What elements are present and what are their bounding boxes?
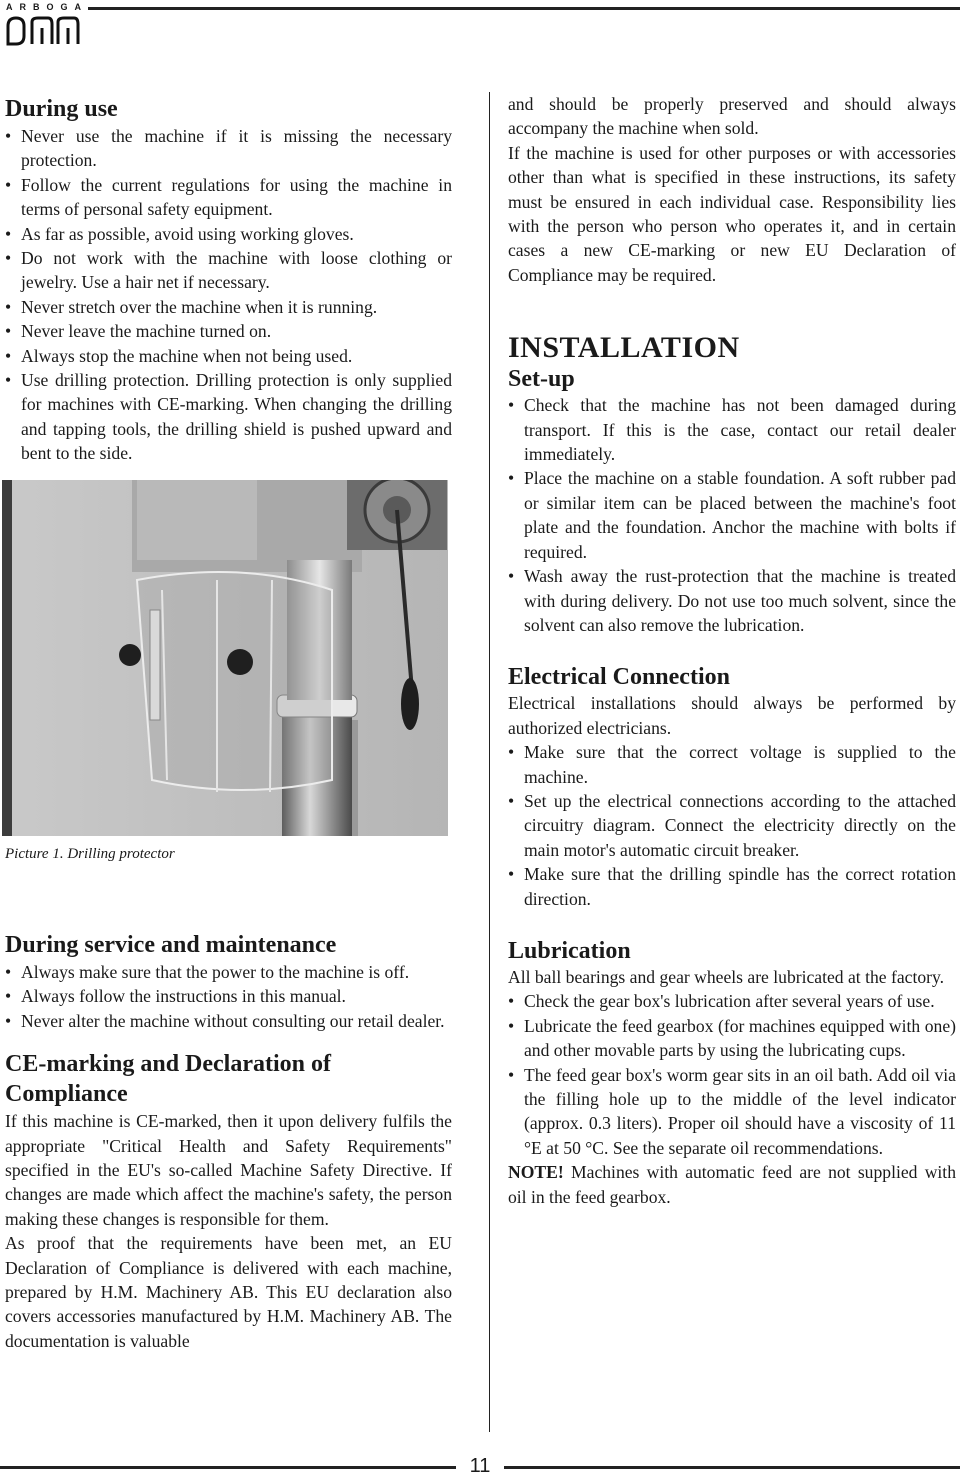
list-item: • The feed gear box's worm gear sits in an oil bath. Add oil via the filling hole up to the middle of the level indicator (approx. 0.3 liters). Proper oil should have a viscosity of 11 °E at 50 °C. See the separate oil recommendations.	[508, 1063, 956, 1161]
list-item: • Never alter the machine without consulting our retail dealer.	[5, 1009, 452, 1033]
section-during-use	[5, 94, 452, 466]
electrical-list	[508, 740, 956, 911]
list-item: • Do not work with the machine with loose clothing or jewelry. Use a hair net if necessary.	[5, 246, 452, 295]
setup-list	[508, 393, 956, 637]
heading-setup: Set-up	[508, 366, 575, 393]
paragraph: All ball bearings and gear wheels are lubricated at the factory.	[508, 966, 945, 987]
list-item: • Check the gear box's lubrication after several years of use.	[508, 989, 956, 1013]
picture-caption: Picture 1. Drilling protector	[5, 846, 175, 862]
header-rule	[88, 7, 960, 10]
list-item: • Always stop the machine when not being used.	[5, 344, 452, 368]
list-item: • Use drilling protection. Drilling protection is only supplied for machines with CE-marking. When changing the drilling and tapping tools, the drilling shield is pushed upward and bent to the side.	[5, 368, 452, 466]
list-item: • Always follow the instructions in this manual.	[5, 984, 452, 1008]
column-divider	[489, 92, 490, 1432]
brand-name: ARBOGA	[6, 2, 88, 12]
paragraph: Electrical installations should always be performed by authorized electricians.	[508, 693, 956, 738]
section-continuation	[508, 92, 956, 287]
left-column-lower	[5, 928, 452, 1353]
section-lubrication	[508, 937, 956, 1209]
note-text: Machines with automatic feed are not supplied with oil in the feed gearbox.	[508, 1162, 956, 1207]
drilling-protector-photo	[2, 480, 448, 836]
list-item: • Make sure that the drilling spindle has the correct rotation direction.	[508, 862, 956, 911]
heading-installation: INSTALLATION	[508, 331, 740, 365]
logo-mark-icon	[4, 14, 84, 48]
note-paragraph	[508, 1160, 956, 1209]
list-item: • Make sure that the correct voltage is supplied to the machine.	[508, 740, 956, 789]
paragraph: If the machine is used for other purposes or with accessories other than what is specified in these instructions, its safety must be ensured in each individual case. Responsibility lies with the person who person who operates it, and in certain cases a new CE-marking or new EU Declaration of Compliance may be required.	[508, 142, 956, 285]
left-column	[5, 92, 452, 466]
list-item: • Wash away the rust-protection that the machine is treated with during delivery. Do not use too much solvent, since the solvent can also remove the lubrication.	[508, 564, 956, 637]
list-item: • Lubricate the feed gearbox (for machines equipped with one) and other movable parts by using the lubricating cups.	[508, 1014, 956, 1063]
during-use-list	[5, 124, 452, 466]
note-label: NOTE!	[508, 1162, 564, 1183]
section-electrical	[508, 663, 956, 911]
heading-electrical: Electrical Connection	[508, 664, 730, 691]
list-item: • Check that the machine has not been damaged during transport. If this is the case, contact our retail dealer immediately.	[508, 393, 956, 466]
section-installation	[508, 331, 956, 637]
list-item: • Follow the current regulations for using the machine in terms of personal safety equipment.	[5, 173, 452, 222]
lubrication-list	[508, 989, 956, 1160]
footer-rule-right	[504, 1466, 960, 1469]
list-item: • Never stretch over the machine when it is running.	[5, 295, 452, 319]
brand-logo	[4, 2, 88, 48]
paragraph: and should be properly preserved and should always accompany the machine when sold.	[508, 94, 956, 139]
heading-ce-marking: CE-marking and Declaration of Compliance	[5, 1051, 331, 1108]
heading-during-use: During use	[5, 96, 118, 122]
paragraph: If this machine is CE-marked, then it upon delivery fulfils the appropriate "Critical Health and Safety Requirements" specified in the EU's so-called Machine Safety Directive. If changes are made which affect the machine's safety, the person making these changes is responsible for them.	[5, 1111, 452, 1229]
section-ce-marking	[5, 1049, 452, 1353]
list-item: • Place the machine on a stable foundation. A soft rubber pad or similar item can be placed between the machine's foot plate and the foundation. Anchor the machine with bolts if required.	[508, 466, 956, 564]
right-column	[508, 92, 956, 1209]
page-number: 11	[469, 1455, 491, 1477]
footer-rule-left	[0, 1466, 456, 1469]
list-item: • Set up the electrical connections according to the attached circuitry diagram. Connect the electricity directly on the main motor's automatic circuit breaker.	[508, 789, 956, 862]
paragraph: As proof that the requirements have been met, an EU Declaration of Compliance is delivered with each machine, prepared by H.M. Machinery AB. This EU declaration also covers accessories manufactured by H.M. Machinery AB. The documentation is valuable	[5, 1233, 452, 1351]
list-item: • Never leave the machine turned on.	[5, 319, 452, 343]
list-item: • As far as possible, avoid using working gloves.	[5, 222, 452, 246]
heading-service-maintenance: During service and maintenance	[5, 932, 337, 958]
list-item: • Never use the machine if it is missing the necessary protection.	[5, 124, 452, 173]
heading-lubrication: Lubrication	[508, 937, 631, 964]
section-service-maintenance	[5, 930, 452, 1033]
service-list	[5, 960, 452, 1033]
list-item: • Always make sure that the power to the machine is off.	[5, 960, 452, 984]
